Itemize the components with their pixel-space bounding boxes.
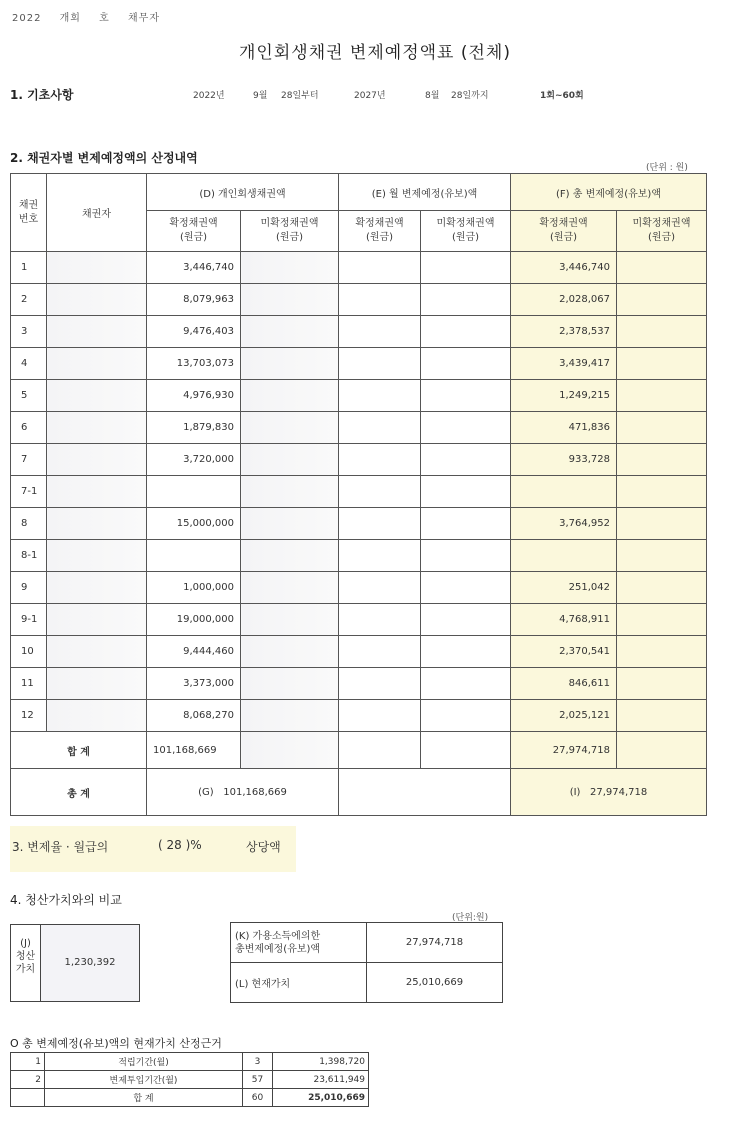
row-f-confirmed: 471,836 [511,412,617,444]
sum-e [339,732,421,769]
row-e-confirmed [339,444,421,476]
table-row [11,636,707,668]
row-f-confirmed: 3,439,417 [511,348,617,380]
table-row [11,252,707,284]
row-d-confirmed: 15,000,000 [147,508,241,540]
section2-unit: (단위 : 원) [646,163,688,173]
row-d-confirmed: 9,444,460 [147,636,241,668]
row-creditor [47,476,147,508]
total-g-label: (G) [198,786,214,798]
row-no: 8-1 [11,540,47,572]
row-d-unconfirmed [241,668,339,700]
row-no: 10 [11,636,47,668]
pv-row-label: 적립기간(월) [45,1053,243,1071]
row-e-confirmed [339,572,421,604]
row-creditor [47,412,147,444]
table-row [11,668,707,700]
row-creditor [47,444,147,476]
col-header-e: (E) 월 변제예정(유보)액 [339,174,511,211]
row-creditor [47,252,147,284]
row-d-confirmed: 3,720,000 [147,444,241,476]
table-row [11,604,707,636]
row-e-confirmed [339,476,421,508]
row-no: 4 [11,348,47,380]
row-d-unconfirmed [241,412,339,444]
row-no: 5 [11,380,47,412]
pv-row-months: 57 [243,1071,273,1089]
col-header-creditor: 채권자 [47,174,147,252]
table-row [11,316,707,348]
row-f-confirmed: 3,764,952 [511,508,617,540]
section4-title: 4. 청산가치와의 비교 [10,893,122,907]
pv-row [11,1053,369,1071]
row-e-unconfirmed [421,284,511,316]
row-f-confirmed: 933,728 [511,444,617,476]
row-f-confirmed: 846,611 [511,668,617,700]
row-f-unconfirmed [617,252,707,284]
row-no: 7-1 [11,476,47,508]
total-label: 총 계 [11,769,147,816]
row-no: 7 [11,444,47,476]
row-no: 8 [11,508,47,540]
row-d-unconfirmed [241,508,339,540]
col-header-d-confirmed: 확정채권액 (원금) [147,211,241,252]
row-no: 1 [11,252,47,284]
row-no: 2 [11,284,47,316]
row-d-unconfirmed [241,700,339,732]
k-value: 27,974,718 [367,923,503,963]
row-f-unconfirmed [617,572,707,604]
row-d-unconfirmed [241,604,339,636]
pv-row-no: 2 [11,1071,45,1089]
col-header-e-unconfirmed: 미확정채권액 (원금) [421,211,511,252]
table-row [11,444,707,476]
table-row [11,476,707,508]
row-f-confirmed: 2,025,121 [511,700,617,732]
section3-label: 3. 변제율 · 월급의 [12,840,109,854]
sum-d: 101,168,669 [147,732,241,769]
section1-title: 1. 기초사항 [10,88,74,102]
row-d-confirmed: 9,476,403 [147,316,241,348]
row-e-confirmed [339,540,421,572]
total-i [511,769,707,816]
row-d-confirmed: 4,976,930 [147,380,241,412]
total-g-value: 101,168,669 [223,786,287,798]
row-creditor [47,604,147,636]
row-d-confirmed: 8,068,270 [147,700,241,732]
row-f-unconfirmed [617,604,707,636]
start-year: 2022년 [193,91,225,101]
row-d-unconfirmed [241,380,339,412]
table-row [11,700,707,732]
row-e-confirmed [339,380,421,412]
row-creditor [47,348,147,380]
sum-label: 합 계 [11,732,147,769]
row-d-confirmed: 8,079,963 [147,284,241,316]
row-d-unconfirmed [241,284,339,316]
present-value-title: O 총 변제예정(유보)액의 현재가치 산정근거 [10,1037,222,1050]
row-e-unconfirmed [421,604,511,636]
row-f-unconfirmed [617,508,707,540]
row-creditor [47,572,147,604]
row-d-unconfirmed [241,348,339,380]
row-d-confirmed: 3,373,000 [147,668,241,700]
sum-f-unconfirmed [617,732,707,769]
row-e-unconfirmed [421,636,511,668]
l-value: 25,010,669 [367,963,503,1003]
header-number-label: 호 [99,13,110,24]
row-f-unconfirmed [617,412,707,444]
col-header-d: (D) 개인회생채권액 [147,174,339,211]
row-d-confirmed [147,476,241,508]
row-e-unconfirmed [421,540,511,572]
row-e-unconfirmed [421,508,511,540]
comparison-table [230,922,503,1003]
row-e-unconfirmed [421,380,511,412]
pv-row-no: 1 [11,1053,45,1071]
total-e [339,769,511,816]
header-year: 2022 [12,13,42,24]
l-label: (L) 현재가치 [231,963,367,1003]
repayment-table [10,173,707,816]
row-no: 9 [11,572,47,604]
col-header-d-unconfirmed: 미확정채권액 (원금) [241,211,339,252]
row-e-confirmed [339,604,421,636]
row-e-unconfirmed [421,572,511,604]
row-f-unconfirmed [617,316,707,348]
row-f-unconfirmed [617,444,707,476]
document-title: 개인회생채권 변제예정액표 (전체) [239,43,511,63]
pv-sum-amount: 25,010,669 [273,1089,369,1107]
row-e-confirmed [339,508,421,540]
row-d-confirmed [147,540,241,572]
row-e-confirmed [339,348,421,380]
present-value-table [10,1052,369,1107]
row-no: 9-1 [11,604,47,636]
table-row [11,540,707,572]
header-debtor-label: 채무자 [128,13,160,24]
row-d-unconfirmed [241,540,339,572]
row-f-unconfirmed [617,636,707,668]
row-f-confirmed: 4,768,911 [511,604,617,636]
installments: 1회~60회 [540,91,584,101]
row-d-unconfirmed [241,316,339,348]
pv-sum-no [11,1089,45,1107]
section2-title: 2. 채권자별 변제예정액의 산정내역 [10,151,198,165]
row-d-unconfirmed [241,636,339,668]
row-e-confirmed [339,252,421,284]
row-f-unconfirmed [617,348,707,380]
row-f-confirmed [511,476,617,508]
row-creditor [47,380,147,412]
row-f-confirmed [511,540,617,572]
start-month: 9월 [253,91,268,101]
header-case-type: 개회 [59,13,81,24]
liquidation-value: 1,230,392 [41,925,139,1001]
row-e-unconfirmed [421,668,511,700]
col-header-e-confirmed: 확정채권액 (원금) [339,211,421,252]
row-f-confirmed: 2,378,537 [511,316,617,348]
row-e-unconfirmed [421,316,511,348]
sum-f: 27,974,718 [511,732,617,769]
end-month: 8월 [425,91,440,101]
row-d-unconfirmed [241,572,339,604]
row-f-confirmed: 2,028,067 [511,284,617,316]
pv-row-label: 변제투입기간(월) [45,1071,243,1089]
row-d-confirmed: 1,879,830 [147,412,241,444]
table-row [11,380,707,412]
row-d-confirmed: 19,000,000 [147,604,241,636]
total-i-label: (I) [569,786,581,798]
row-e-unconfirmed [421,444,511,476]
row-e-confirmed [339,636,421,668]
table-row [11,348,707,380]
pv-row-amount: 1,398,720 [273,1053,369,1071]
row-e-confirmed [339,668,421,700]
table-row [11,572,707,604]
end-day: 28일까지 [451,91,489,101]
row-f-confirmed: 1,249,215 [511,380,617,412]
col-header-no: 채권 번호 [11,174,47,252]
k-label: (K) 가용소득에의한 총변제예정(유보)액 [231,923,367,963]
section3-rate: ( 28 )% [158,838,202,852]
row-d-confirmed: 1,000,000 [147,572,241,604]
col-header-f-unconfirmed: 미확정채권액 (원금) [617,211,707,252]
row-f-unconfirmed [617,540,707,572]
row-creditor [47,668,147,700]
sum-d-unconfirmed [241,732,339,769]
pv-sum-months: 60 [243,1089,273,1107]
col-header-f-confirmed: 확정채권액 (원금) [511,211,617,252]
total-i-value: 27,974,718 [590,786,648,798]
end-year: 2027년 [354,91,386,101]
row-f-unconfirmed [617,476,707,508]
row-no: 11 [11,668,47,700]
col-header-f: (F) 총 변제예정(유보)액 [511,174,707,211]
row-no: 12 [11,700,47,732]
row-e-unconfirmed [421,348,511,380]
row-creditor [47,316,147,348]
table-row [11,508,707,540]
pv-row [11,1071,369,1089]
table-row [11,412,707,444]
row-no: 6 [11,412,47,444]
document-header [12,9,174,24]
row-f-confirmed: 251,042 [511,572,617,604]
sum-e-unconfirmed [421,732,511,769]
row-e-unconfirmed [421,412,511,444]
row-creditor [47,700,147,732]
row-d-confirmed: 13,703,073 [147,348,241,380]
row-e-unconfirmed [421,700,511,732]
table-row [11,284,707,316]
row-d-unconfirmed [241,444,339,476]
row-creditor [47,540,147,572]
row-f-confirmed: 3,446,740 [511,252,617,284]
row-e-confirmed [339,700,421,732]
row-f-unconfirmed [617,284,707,316]
row-f-unconfirmed [617,668,707,700]
row-no: 3 [11,316,47,348]
row-e-confirmed [339,412,421,444]
row-f-unconfirmed [617,700,707,732]
liquidation-value-label: (J) 청산 가치 [11,925,41,1001]
row-creditor [47,284,147,316]
row-f-confirmed: 2,370,541 [511,636,617,668]
pv-row-amount: 23,611,949 [273,1071,369,1089]
pv-sum-label: 합 계 [45,1089,243,1107]
row-e-unconfirmed [421,476,511,508]
section3-box [10,826,296,872]
row-d-unconfirmed [241,252,339,284]
row-e-unconfirmed [421,252,511,284]
total-g [147,769,339,816]
row-e-confirmed [339,284,421,316]
row-f-unconfirmed [617,380,707,412]
row-e-confirmed [339,316,421,348]
row-d-unconfirmed [241,476,339,508]
section3-suffix: 상당액 [246,840,281,854]
row-creditor [47,508,147,540]
liquidation-value-box [10,924,140,1002]
row-creditor [47,636,147,668]
row-d-confirmed: 3,446,740 [147,252,241,284]
pv-row-months: 3 [243,1053,273,1071]
start-day: 28일부터 [281,91,319,101]
section4-unit: (단위:원) [452,913,489,923]
